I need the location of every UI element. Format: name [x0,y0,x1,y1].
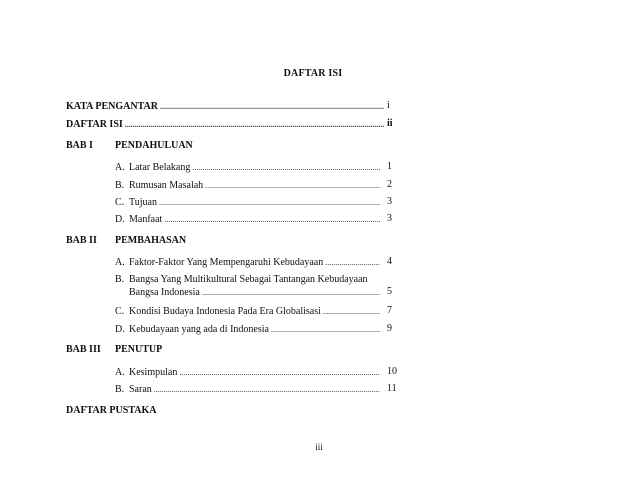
toc-entry [115,161,380,174]
toc-entry-number: A. [115,367,125,378]
toc-entry-daftar-isi [66,118,384,131]
toc-entry-page: ii [387,118,393,129]
toc-entry-label: KATA PENGANTAR ..... [66,100,384,113]
page-title: DAFTAR ISI [283,68,343,79]
toc-entry-page: 9 [387,323,392,334]
toc-entry-page: 7 [387,305,392,316]
toc-entry-page: 3 [387,196,392,207]
toc-entry-page: 11 [387,383,397,394]
toc-entry-first-line [115,273,380,286]
toc-entry-number: A. [115,257,125,268]
toc-entry-daftar-pustaka: DAFTAR PUSTAKA [66,405,157,416]
toc-entry-page: 3 [387,213,392,224]
toc-entry-number: B. [115,384,125,395]
toc-entry-label: Latar Belakang [129,162,191,173]
toc-entry [115,213,380,226]
toc-entry-page: 4 [387,256,392,267]
toc-entry-label: Kondisi Budaya Indonesia Pada Era Globalisasi [129,306,321,317]
toc-entry-number: C. [115,197,125,208]
chapter-title: PENDAHULUAN [115,140,193,151]
chapter-title: PENUTUP [115,344,163,355]
toc-entry-number: B. [115,180,125,191]
toc-entry-label: Kesimpulan [129,367,178,378]
toc-entry-label: Saran [129,384,152,395]
toc-entry [115,366,380,379]
chapter-code: BAB III [66,344,101,355]
toc-entry-number: A. [115,162,125,173]
toc-entry-page: 5 [387,286,392,297]
toc-entry-number: D. [115,324,125,335]
toc-entry [115,383,380,396]
toc-entry-label: Kebudayaan yang ada di Indonesia [129,324,269,335]
toc-entry-number: C. [115,306,125,317]
toc-entry-number: B. [115,274,125,285]
toc-entry-number: D. [115,214,125,225]
toc-entry-label: Tujuan [129,197,157,208]
chapter-code: BAB II [66,235,97,246]
toc-entry-page: 2 [387,179,392,190]
toc-entry-second-line [129,286,380,299]
toc-entry-label: Faktor-Faktor Yang Mempengaruhi Kebudayaan [129,257,324,268]
toc-entry [115,256,380,269]
toc-entry-label: Manfaat [129,214,163,225]
page-number: iii [315,442,323,452]
toc-entry-page: 1 [387,161,392,172]
toc-entry-page: 10 [387,366,397,377]
toc-entry-label: Rumusan Masalah [129,180,204,191]
chapter-title: PEMBAHASAN [115,235,187,246]
toc-entry-label: DAFTAR ISI ..... [66,118,384,131]
chapter-code: BAB I [66,140,93,151]
toc-entry [115,196,380,209]
toc-entry [115,323,380,336]
toc-entry-page: i [387,100,390,111]
toc-entry [115,305,380,318]
toc-entry [115,179,380,192]
toc-entry-label: Bangsa Indonesia ..... [129,286,380,299]
toc-entry-label: Bangsa Yang Multikultural Sebagai Tantangan Kebudayaan [129,274,368,285]
toc-entry-kata-pengantar [66,100,384,113]
